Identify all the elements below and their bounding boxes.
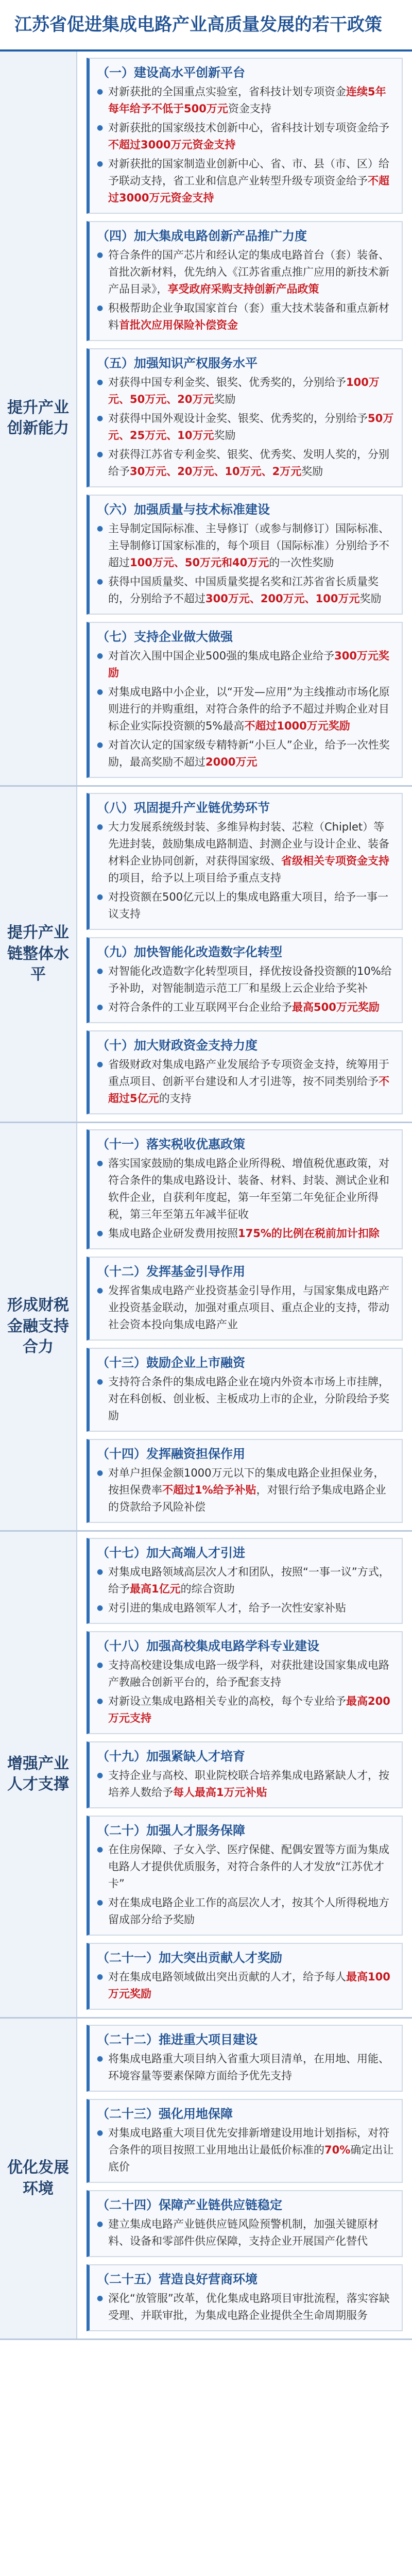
section-body	[77, 1123, 412, 1530]
highlight-amount: 每人最高1万元补贴	[173, 1786, 267, 1799]
highlight-amount: 70%	[324, 2144, 351, 2156]
policy-bullet: ● 对新设立集成电路相关专业的高校，每个专业给予最高200万元支持	[97, 1693, 394, 1727]
highlight-amount: 300万元奖励	[108, 650, 389, 679]
policy-item-heading: （十）加大财政资金支持力度	[97, 1038, 258, 1053]
policy-item-heading: （五）加强知识产权服务水平	[97, 356, 258, 370]
policy-item-heading: （二十一）加大突出贡献人才奖励	[97, 1951, 282, 1965]
policy-item	[87, 2264, 403, 2331]
highlight-amount: 最高500万元奖励	[292, 1001, 380, 1013]
policy-bullet: ● 建立集成电路产业链供应链风险预警机制，加强关键原材料、设备和零部件供应保障，支持企业开展国产化替代	[97, 2216, 394, 2250]
highlight-amount: 最高200万元支持	[108, 1695, 390, 1724]
policy-item	[87, 1439, 403, 1523]
highlight-amount: 100万元、50万元、20万元	[108, 376, 380, 405]
policy-bullet: ● 主导制定国际标准、主导修订（或参与制修订）国际标准、主导制修订国家标准的，每个项目（国际标准）分别给予不超过100万元、50万元和40万元的一次性奖励	[97, 520, 394, 571]
policy-item-heading: （十九）加强紧缺人才培育	[97, 1749, 245, 1764]
policy-section	[0, 52, 412, 787]
policy-item	[87, 348, 403, 487]
policy-item	[87, 2099, 403, 2183]
policy-item-heading: （十四）发挥融资担保作用	[97, 1447, 245, 1461]
policy-item-heading: （一）建设高水平创新平台	[97, 65, 245, 80]
policy-bullet: ● 对新获批的国家制造业创新中心、省、市、县（市、区）给予联动支持，省工业和信息产业转型升级专项资金给予不超过3000万元资金支持	[97, 156, 394, 207]
highlight-amount: 2000万元	[205, 756, 258, 768]
highlight-amount: 30万元、20万元、10万元、2万元	[130, 465, 302, 478]
policy-bullet: ● 对符合条件的工业互联网平台企业给予最高500万元奖励	[97, 999, 394, 1016]
section-body	[77, 2019, 412, 2338]
section-body	[77, 52, 412, 785]
policy-sections	[0, 52, 412, 2340]
policy-section	[0, 2019, 412, 2340]
policy-bullet: ● 对在集成电路企业工作的高层次人才，按其个人所得税地方留成部分给予奖励	[97, 1894, 394, 1928]
policy-bullet: ● 发挥省集成电路产业投资基金引导作用，与国家集成电路产业投资基金联动，加强对重点项目、重点企业的支持，带动社会资本投向集成电路产业	[97, 1282, 394, 1333]
highlight-amount: 不超过1%给予补贴	[162, 1484, 256, 1496]
highlight-amount: 50万元、25万元、10万元	[108, 412, 394, 442]
policy-item	[87, 221, 403, 341]
highlight-amount: 首批次应用保险补偿资金	[119, 319, 238, 331]
policy-item-heading: （二十三）强化用地保障	[97, 2107, 233, 2121]
highlight-amount: 最高100万元奖励	[108, 1971, 390, 2000]
policy-item-heading: （八）巩固提升产业链优势环节	[97, 801, 270, 815]
policy-section	[0, 1123, 412, 1532]
policy-bullet: ● 深化“放管服”改革，优化集成电路项目审批流程，落实容缺受理、并联审批，为集成电路企业提供全生命周期服务	[97, 2290, 394, 2324]
highlight-amount: 不超过1000万元奖励	[244, 720, 350, 732]
policy-bullet: ● 对引进的集成电路领军人才，给予一次性安家补贴	[97, 1600, 394, 1617]
policy-item	[87, 2190, 403, 2257]
policy-bullet: ● 对获得江苏省专利金奖、银奖、优秀奖、发明人奖的，分别给予30万元、20万元、10万元、2万元奖励	[97, 446, 394, 480]
policy-item	[87, 1348, 403, 1432]
section-label: 提升产业链整体水平	[0, 787, 77, 1122]
policy-item	[87, 1030, 403, 1114]
policy-section	[0, 1532, 412, 2019]
policy-item-heading: （十八）加强高校集成电路学科专业建设	[97, 1639, 319, 1653]
policy-item	[87, 937, 403, 1023]
policy-bullet: ● 对首次认定的国家级专精特新“小巨人”企业，给予一次性奖励，最高奖励不超过2000万元	[97, 737, 394, 771]
highlight-amount: 175%的比例在税前加计扣除	[238, 1227, 380, 1240]
policy-item	[87, 1816, 403, 1936]
policy-item-heading: （十一）落实税收优惠政策	[97, 1137, 245, 1151]
highlight-amount: 不超过3000万元资金支持	[108, 175, 389, 204]
highlight-amount: 300万元、200万元、100万元	[205, 592, 360, 605]
policy-item	[87, 1129, 403, 1249]
policy-bullet: ● 对单户担保金额1000万元以下的集成电路企业担保业务，按担保费率不超过1%给予补贴，对银行给予集成电路企业的贷款给予风险补偿	[97, 1465, 394, 1516]
section-label: 优化发展环境	[0, 2019, 77, 2338]
policy-item-heading: （七）支持企业做大做强	[97, 630, 233, 644]
policy-bullet: ● 对集成电路领域高层次人才和团队，按照“一事一议”方式，给予最高1亿元的综合资助	[97, 1564, 394, 1598]
policy-item-heading: （十七）加大高端人才引进	[97, 1546, 245, 1560]
policy-bullet: ● 在住房保障、子女入学、医疗保健、配偶安置等方面为集成电路人才提供优质服务，对符合条件的人才发放“江苏优才卡”	[97, 1841, 394, 1892]
policy-bullet: ● 对获得中国专利金奖、银奖、优秀奖的，分别给予100万元、50万元、20万元奖励	[97, 374, 394, 408]
highlight-amount: 连续5年每年给予不低于500万元	[108, 86, 386, 115]
section-body	[77, 1532, 412, 2017]
policy-bullet: ● 大力发展系统级封装、多维异构封装、芯粒（Chiplet）等先进封装，鼓励集成电路制造、封测企业与设计企业、装备材料企业协同创新，对获得国家级、省级相关专项资金支持的项目，给予以上项目给予重点支持	[97, 819, 394, 887]
highlight-amount: 100万元、50万元和40万元	[130, 556, 269, 569]
highlight-amount: 省级相关专项资金支持	[281, 855, 389, 867]
section-body	[77, 787, 412, 1122]
policy-item-heading: （四）加大集成电路创新产品推广力度	[97, 229, 307, 243]
policy-item-heading: （二十）加强人才服务保障	[97, 1823, 245, 1838]
policy-bullet: ● 符合条件的国产芯片和经认定的集成电路首台（套）装备、首批次新材料，优先纳入《江苏省重点推广应用的新技术新产品目录》，享受政府采购支持创新产品政策	[97, 247, 394, 298]
policy-item	[87, 58, 403, 214]
policy-item-heading: （六）加强质量与技术标准建设	[97, 502, 270, 517]
policy-bullet: ● 对新获批的国家级技术创新中心，省科技计划专项资金给予不超过3000万元资金支持	[97, 120, 394, 154]
policy-bullet: ● 获得中国质量奖、中国质量奖提名奖和江苏省省长质量奖的，分别给予不超过300万元、200万元、100万元奖励	[97, 573, 394, 607]
policy-bullet: ● 支持高校建设集成电路一级学科，对获批建设国家集成电路产教融合创新平台的，给予配套支持	[97, 1657, 394, 1691]
policy-bullet: ● 对智能化改造数字化转型项目，择优按设备投资额的10%给予补助，对智能制造示范工厂和星级上云企业给予奖补	[97, 963, 394, 997]
policy-item-heading: （十三）鼓励企业上市融资	[97, 1355, 245, 1370]
policy-bullet: ● 对在集成电路领域做出突出贡献的人才，给予每人最高100万元奖励	[97, 1969, 394, 2003]
policy-item-heading: （九）加快智能化改造数字化转型	[97, 945, 282, 959]
policy-item	[87, 495, 403, 615]
page-title: 江苏省促进集成电路产业高质量发展的若干政策	[14, 14, 382, 35]
policy-bullet: ● 对新获批的全国重点实验室，省科技计划专项资金连续5年每年给予不低于500万元资金支持	[97, 83, 394, 117]
policy-bullet: ● 对集成电路中小企业，以“开发—应用”为主线推动市场化原则进行的并购重组，对符合条件的给予不超过并购企业对目标企业实际投资额的5%最高不超过1000万元奖励	[97, 684, 394, 735]
section-label: 提升产业创新能力	[0, 52, 77, 785]
policy-item-heading: （二十五）营造良好营商环境	[97, 2272, 258, 2286]
policy-item	[87, 793, 403, 930]
policy-bullet: ● 积极帮助企业争取国家首台（套）重大技术装备和重点新材料首批次应用保险补偿资金	[97, 300, 394, 334]
policy-item	[87, 1631, 403, 1734]
policy-bullet: ● 落实国家鼓励的集成电路企业所得税、增值税优惠政策，对符合条件的集成电路设计、装备、材料、封装、测试企业和软件企业，自获利年度起，第一年至第二年免征企业所得税，第三年至第五年减半征收	[97, 1155, 394, 1223]
policy-item	[87, 2025, 403, 2092]
policy-bullet: ● 对投资额在500亿元以上的集成电路重大项目，给予一事一议支持	[97, 889, 394, 923]
policy-item	[87, 1257, 403, 1341]
policy-bullet: ● 将集成电路重大项目纳入省重大项目清单，在用地、用能、环境容量等要素保障方面给予优先支持	[97, 2050, 394, 2084]
policy-item-heading: （二十四）保障产业链供应链稳定	[97, 2198, 282, 2212]
highlight-amount: 最高1亿元	[130, 1583, 181, 1595]
section-label: 形成财税金融支持合力	[0, 1123, 77, 1530]
policy-bullet: ● 集成电路企业研发费用按照175%的比例在税前加计扣除	[97, 1225, 394, 1242]
policy-bullet: ● 对集成电路重大项目优先安排新增建设用地计划指标，对符合条件的项目按照工业用地出让最低价标准的70%确定出让底价	[97, 2125, 394, 2176]
policy-section	[0, 787, 412, 1123]
policy-item-heading: （二十二）推进重大项目建设	[97, 2032, 258, 2047]
policy-bullet: ● 支持符合条件的集成电路企业在境内外资本市场上市挂牌，对在科创板、创业板、主板成功上市的企业，分阶段给予奖励	[97, 1374, 394, 1425]
policy-item	[87, 1741, 403, 1808]
policy-bullet: ● 对获得中国外观设计金奖、银奖、优秀奖的，分别给予50万元、25万元、10万元奖励	[97, 410, 394, 444]
policy-item	[87, 1538, 403, 1624]
page-header	[0, 0, 412, 52]
section-label: 增强产业人才支撑	[0, 1532, 77, 2017]
highlight-amount: 不超过5亿元	[108, 1075, 389, 1105]
policy-bullet: ● 支持企业与高校、职业院校联合培养集成电路紧缺人才，按培养人数给予每人最高1万元补贴	[97, 1767, 394, 1801]
policy-item	[87, 1943, 403, 2010]
highlight-amount: 不超过3000万元资金支持	[108, 139, 236, 151]
policy-item	[87, 622, 403, 778]
highlight-amount: 享受政府采购支持创新产品政策	[167, 283, 319, 295]
policy-bullet: ● 省级财政对集成电路产业发展给予专项资金支持，统筹用于重点项目、创新平台建设和人才引进等，按不同类别给予不超过5亿元的支持	[97, 1056, 394, 1107]
policy-bullet: ● 对首次入围中国企业500强的集成电路企业给予300万元奖励	[97, 648, 394, 682]
policy-item-heading: （十二）发挥基金引导作用	[97, 1264, 245, 1279]
